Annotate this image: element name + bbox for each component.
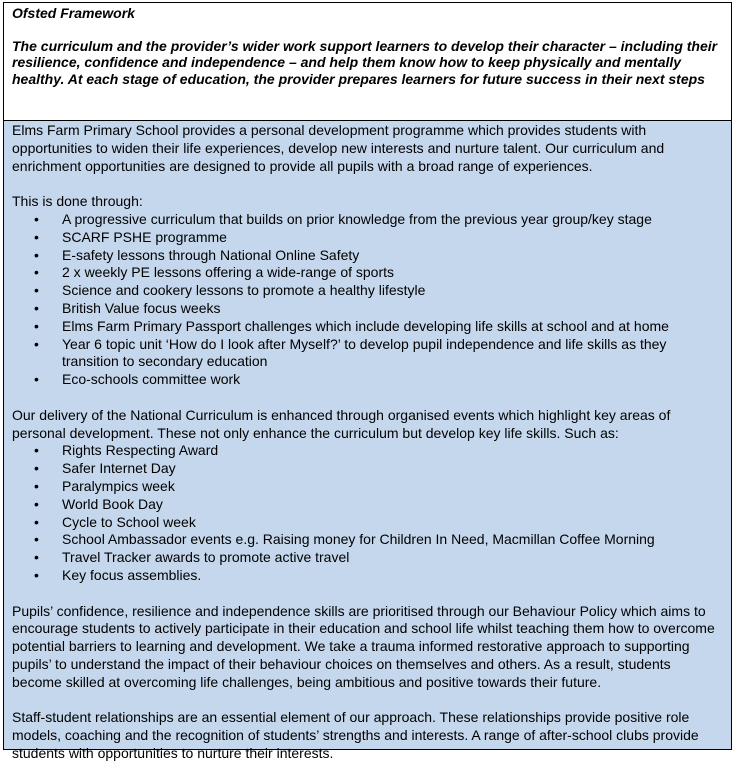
list-item: • World Book Day	[12, 496, 723, 514]
list-item: • School Ambassador events e.g. Raising money for Children In Need, Macmillan Coffee Morning	[12, 531, 723, 549]
list-item: • SCARF PSHE programme	[12, 229, 723, 247]
events-list	[12, 442, 723, 584]
list-item: • Eco-schools committee work	[12, 371, 723, 389]
spacer	[12, 389, 723, 407]
list-item: • Elms Farm Primary Passport challenges which include developing life skills at school and at home	[12, 318, 723, 336]
delivery-paragraph: Our delivery of the National Curriculum is enhanced through organised events which highlight key areas of personal development. These not only enhance the curriculum but develop key life skills. Such as:	[12, 406, 671, 441]
intro-paragraph: Elms Farm Primary School provides a personal development programme which provides students with opportunities to widen their life experiences, develop new interests and nurture talent. Our curriculum and enrichment opportunities are designed to provide all pupils with a broad range of experiences.	[12, 122, 665, 174]
list-item: • A progressive curriculum that builds on prior knowledge from the previous year group/key stage	[12, 211, 723, 229]
header-cell	[4, 3, 731, 121]
list-item: • Science and cookery lessons to promote a healthy lifestyle	[12, 282, 723, 300]
list-item: • Safer Internet Day	[12, 460, 723, 478]
body-cell	[4, 121, 731, 761]
confidence-paragraph: Pupils’ confidence, resilience and independence skills are prioritised through our Behaviour Policy which aims to encourage students to actively participate in their education and school life whilst teaching them how to overcome potential barriers to learning and development. We take a trauma informed restorative approach to supporting pupils’ to understand the impact of their behaviour choices on themselves and others. As a result, students become skilled at overcoming life challenges, being ambitious and positive towards their future.	[12, 602, 715, 690]
through-list	[12, 211, 723, 389]
relationships-paragraph: Staff-student relationships are an essential element of our approach. These relationships provide positive role models, coaching and the recognition of students’ strengths and interests. A range of after-school clubs provide students with opportunities to nurture their interests.	[12, 709, 699, 761]
list-item: • Travel Tracker awards to promote active travel	[12, 549, 723, 567]
list-item: • Rights Respecting Award	[12, 442, 723, 460]
list-item: • Key focus assemblies.	[12, 567, 723, 585]
spacer	[12, 585, 723, 603]
spacer	[12, 692, 723, 710]
framework-table	[3, 2, 732, 761]
list-item: • E-safety lessons through National Online Safety	[12, 247, 723, 265]
header-statement: The curriculum and the provider’s wider work support learners to develop their character – including their resilience, confidence and independence – and help them know how to keep physically and mentally healthy. At each stage of education, the provider prepares learners for future success in their next steps	[12, 37, 718, 87]
through-label: This is done through:	[12, 193, 143, 210]
list-item: • Cycle to School week	[12, 514, 723, 532]
list-item: • Paralympics week	[12, 478, 723, 496]
list-item: • 2 x weekly PE lessons offering a wide-range of sports	[12, 264, 723, 282]
list-item: • British Value focus weeks	[12, 300, 723, 318]
spacer	[12, 175, 723, 193]
header-title: Ofsted Framework	[12, 5, 135, 21]
list-item: • Year 6 topic unit ‘How do I look after Myself?’ to develop pupil independence and life skills as they transition to secondary education	[12, 336, 723, 372]
